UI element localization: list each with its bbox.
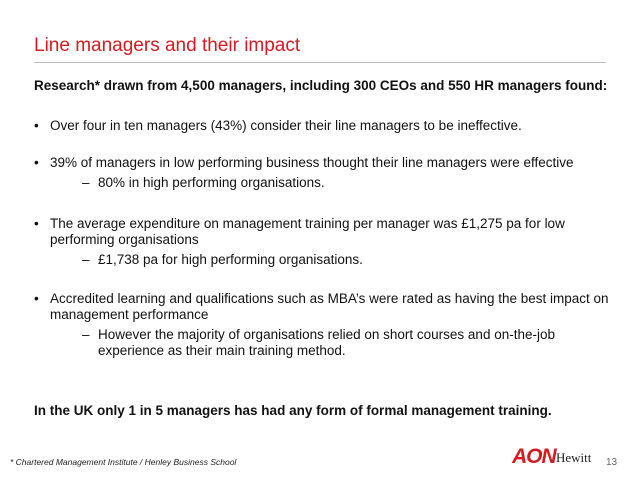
bullet-marker: •: [34, 291, 39, 306]
bullet-text: 39% of managers in low performing business thought their line managers were effective: [50, 155, 574, 170]
slide-title: Line managers and their impact: [34, 35, 301, 56]
intro-text: Research* drawn from 4,500 managers, including 300 CEOs and 550 HR managers found:: [34, 78, 608, 93]
dash-marker: –: [82, 252, 90, 267]
aon-hewitt-logo: [512, 444, 596, 466]
closing-statement: In the UK only 1 in 5 managers has had any form of formal management training.: [34, 403, 552, 418]
bullet-text: The average expenditure on management training per manager was £1,275 pa for low: [50, 216, 565, 231]
footnote: * Chartered Management Institute / Henley Business School: [10, 457, 237, 467]
logo-partner-text: Hewitt: [556, 450, 592, 465]
bullet-marker: •: [34, 216, 39, 231]
sub-bullet-text: £1,738 pa for high performing organisations.: [98, 252, 363, 267]
sub-bullet-text: 80% in high performing organisations.: [98, 175, 325, 190]
bullet-text: performing organisations: [50, 232, 199, 247]
bullet-text: management performance: [50, 307, 209, 322]
sub-bullet-text: However the majority of organisations relied on short courses and on-the-job: [98, 327, 555, 342]
bullet-marker: •: [34, 118, 39, 133]
dash-marker: –: [82, 175, 90, 190]
page-number: 13: [606, 457, 618, 468]
bullet-text: Over four in ten managers (43%) consider their line managers to be ineffective.: [50, 118, 522, 133]
logo-brand-text: AON: [512, 445, 556, 466]
bullet-text: Accredited learning and qualifications such as MBA’s were rated as having the best impact on: [50, 291, 609, 306]
bullet-marker: •: [34, 155, 39, 170]
sub-bullet-text: experience as their main training method.: [98, 343, 346, 358]
title-divider: [34, 62, 606, 63]
dash-marker: –: [82, 327, 90, 342]
